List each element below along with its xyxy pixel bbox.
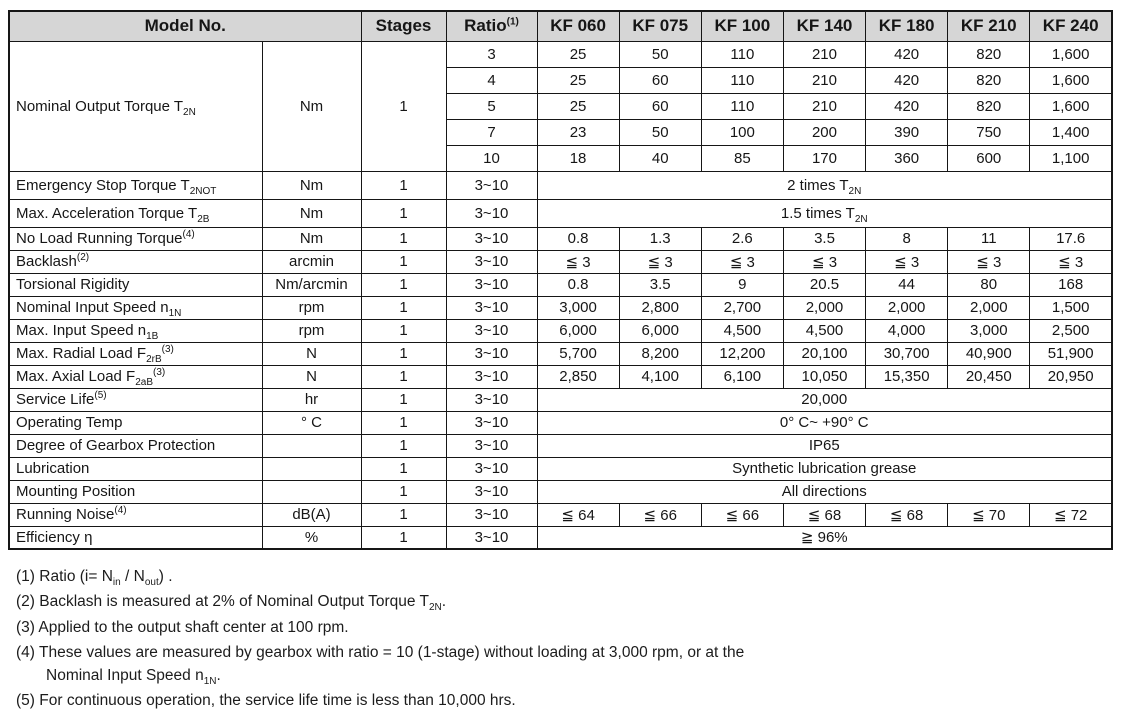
- value-cell: 110: [701, 67, 783, 93]
- value-cell: 3,000: [948, 319, 1030, 342]
- ratio-cell: 3~10: [446, 388, 537, 411]
- value-cell: 4,100: [619, 365, 701, 388]
- row-mounting-position: [9, 480, 1112, 503]
- ratio-cell: 3~10: [446, 273, 537, 296]
- ratio-cell: 3~10: [446, 480, 537, 503]
- label-text: Service Life: [16, 391, 95, 408]
- row-degree-of-gearbox-protection: [9, 434, 1112, 457]
- value-cell: 51,900: [1030, 342, 1112, 365]
- label-text: Max. Radial Load F: [16, 345, 147, 362]
- row-efficiency: [9, 526, 1112, 549]
- ratio-cell: 3~10: [446, 227, 537, 250]
- header-model-kf180: KF 180: [866, 11, 948, 41]
- header-model-kf210: KF 210: [948, 11, 1030, 41]
- value-cell: 60: [619, 67, 701, 93]
- unit-cell: hr: [262, 388, 361, 411]
- ratio-cell: 3~10: [446, 503, 537, 526]
- ratio-cell: 3~10: [446, 250, 537, 273]
- ratio-cell: 3~10: [446, 434, 537, 457]
- value-cell: 2,850: [537, 365, 619, 388]
- value-cell: 80: [948, 273, 1030, 296]
- footnote-number: (4): [16, 643, 35, 661]
- row-nominal-output-torque-ratio3: [9, 41, 1112, 67]
- row-backlash: [9, 250, 1112, 273]
- row-label: [9, 319, 262, 342]
- stages-cell: 1: [361, 296, 446, 319]
- span-value-text: IP65: [808, 437, 840, 454]
- footnote-text: Nominal Input Speed n: [46, 667, 204, 685]
- footnote-text: .: [441, 593, 447, 611]
- footnotes-section: [8, 569, 1113, 710]
- row-service-life: [9, 388, 1112, 411]
- footnote-3: [16, 620, 1113, 636]
- value-cell: 12,200: [701, 342, 783, 365]
- header-model-kf100: KF 100: [701, 11, 783, 41]
- footnote-subscript: 2N: [428, 602, 442, 614]
- span-value-cell: [537, 480, 1112, 503]
- table-header: [9, 11, 1112, 41]
- span-value-cell: [537, 526, 1112, 549]
- label-footref: (3): [161, 344, 174, 355]
- row-label: [9, 250, 262, 273]
- row-torsional-rigidity: [9, 273, 1112, 296]
- header-row: [9, 11, 1112, 41]
- value-cell: ≦ 3: [783, 250, 865, 273]
- footnote-5: [16, 693, 1113, 709]
- row-nominal-input-speed: [9, 296, 1112, 319]
- stages-cell: 1: [361, 411, 446, 434]
- header-model-kf140: KF 140: [783, 11, 865, 41]
- value-cell: 25: [537, 41, 619, 67]
- header-model-kf240: KF 240: [1030, 11, 1112, 41]
- value-cell: 2,700: [701, 296, 783, 319]
- label-subscript: 2B: [197, 213, 210, 225]
- value-cell: 420: [866, 93, 948, 119]
- value-cell: 820: [948, 41, 1030, 67]
- footnote-number: (5): [16, 692, 35, 710]
- value-cell: 420: [866, 67, 948, 93]
- value-cell: 44: [866, 273, 948, 296]
- unit-cell: Nm/arcmin: [262, 273, 361, 296]
- span-value-text: ≧ 96%: [800, 529, 848, 547]
- footnote-subscript: out: [144, 577, 159, 589]
- label-footref: (4): [182, 229, 195, 240]
- label-footref: (5): [94, 390, 107, 401]
- stages-cell: 1: [361, 457, 446, 480]
- value-cell: 210: [783, 93, 865, 119]
- label-text: Efficiency η: [16, 528, 93, 546]
- value-cell: ≦ 3: [701, 250, 783, 273]
- stages-cell: 1: [361, 171, 446, 199]
- row-max-radial-load: [9, 342, 1112, 365]
- value-cell: 210: [783, 41, 865, 67]
- footnote-number: (2): [16, 593, 35, 611]
- row-label: [9, 199, 262, 227]
- label-footref: (2): [76, 252, 90, 263]
- value-cell: ≦ 3: [866, 250, 948, 273]
- row-label: [9, 434, 262, 457]
- row-label: [9, 480, 262, 503]
- footnote-text: Backlash is measured at 2% of Nominal Output Torque T: [39, 593, 429, 611]
- span-value-text: 1.5 times T: [780, 204, 855, 222]
- footnote-text: For continuous operation, the service life time is less than 10,000 hrs.: [39, 692, 516, 710]
- unit-cell: [262, 457, 361, 480]
- stages-cell: 1: [361, 342, 446, 365]
- value-cell: ≦ 64: [537, 503, 619, 526]
- value-cell: 110: [701, 93, 783, 119]
- value-cell: 820: [948, 67, 1030, 93]
- stages-cell: 1: [361, 199, 446, 227]
- row-label: [9, 273, 262, 296]
- label-text: Emergency Stop Torque T: [16, 176, 190, 194]
- row-label: [9, 342, 262, 365]
- unit-cell: %: [262, 526, 361, 549]
- stages-cell: 1: [361, 227, 446, 250]
- label-text: Torsional Rigidity: [16, 276, 130, 293]
- value-cell: 1,600: [1030, 41, 1112, 67]
- footnote-text: .: [216, 667, 221, 685]
- footnote-1: [16, 568, 1113, 589]
- span-value-subscript: 2N: [848, 185, 862, 197]
- table-body: [9, 41, 1112, 549]
- ratio-cell: 3~10: [446, 319, 537, 342]
- row-label: [9, 388, 262, 411]
- value-cell: 4,500: [701, 319, 783, 342]
- stages-cell: 1: [361, 250, 446, 273]
- label-text: Lubrication: [16, 460, 90, 477]
- value-cell: 30,700: [866, 342, 948, 365]
- unit-cell: dB(A): [262, 503, 361, 526]
- row-label: [9, 227, 262, 250]
- ratio-cell: 3~10: [446, 526, 537, 549]
- value-cell: 0.8: [537, 227, 619, 250]
- value-cell: 8: [866, 227, 948, 250]
- label-subscript: 2rB: [146, 354, 162, 365]
- value-cell: 2,500: [1030, 319, 1112, 342]
- value-cell: 23: [537, 119, 619, 145]
- ratio-cell: 4: [446, 67, 537, 93]
- value-cell: 210: [783, 67, 865, 93]
- value-cell: 110: [701, 41, 783, 67]
- value-cell: 17.6: [1030, 227, 1112, 250]
- row-max-acceleration-torque: [9, 199, 1112, 227]
- value-cell: 1,600: [1030, 67, 1112, 93]
- header-stages: Stages: [361, 11, 446, 41]
- unit-cell: rpm: [262, 319, 361, 342]
- span-value-cell: [537, 411, 1112, 434]
- ratio-cell: 3: [446, 41, 537, 67]
- header-ratio-text: Ratio: [464, 16, 507, 36]
- label-footref: (3): [153, 367, 166, 378]
- value-cell: 4,000: [866, 319, 948, 342]
- row-label: [9, 365, 262, 388]
- row-emergency-stop-torque: [9, 171, 1112, 199]
- stages-cell: 1: [361, 319, 446, 342]
- value-cell: 60: [619, 93, 701, 119]
- row-label: [9, 411, 262, 434]
- row-label: [9, 296, 262, 319]
- value-cell: ≦ 66: [619, 503, 701, 526]
- value-cell: 8,200: [619, 342, 701, 365]
- footnote-subscript: in: [112, 577, 121, 589]
- span-value-cell: [537, 434, 1112, 457]
- ratio-cell: 3~10: [446, 457, 537, 480]
- stages-cell: 1: [361, 434, 446, 457]
- value-cell: 20,100: [783, 342, 865, 365]
- unit-cell: Nm: [262, 41, 361, 171]
- value-cell: 420: [866, 41, 948, 67]
- unit-cell: Nm: [262, 199, 361, 227]
- label-subscript: 2NOT: [189, 185, 217, 197]
- value-cell: 1,400: [1030, 119, 1112, 145]
- ratio-cell: 7: [446, 119, 537, 145]
- stages-cell: 1: [361, 41, 446, 171]
- header-ratio: [446, 11, 537, 41]
- value-cell: 15,350: [866, 365, 948, 388]
- value-cell: 50: [619, 41, 701, 67]
- label-subscript: 2N: [183, 106, 196, 118]
- footnote-number: (1): [16, 568, 35, 585]
- ratio-cell: 3~10: [446, 411, 537, 434]
- label-text: Operating Temp: [16, 414, 123, 431]
- footnote-2: [16, 593, 1113, 614]
- value-cell: 10,050: [783, 365, 865, 388]
- unit-cell: N: [262, 365, 361, 388]
- footnote-text: These values are measured by gearbox with ratio = 10 (1-stage) without loading at 3,000 rpm, or at the: [38, 643, 745, 661]
- value-cell: 750: [948, 119, 1030, 145]
- value-cell: 1,600: [1030, 93, 1112, 119]
- value-cell: 6,100: [701, 365, 783, 388]
- span-value-text: All directions: [781, 483, 867, 500]
- value-cell: 2,000: [783, 296, 865, 319]
- label-text: No Load Running Torque: [16, 230, 183, 247]
- span-value-cell: [537, 199, 1112, 227]
- span-value-cell: [537, 457, 1112, 480]
- row-running-noise: [9, 503, 1112, 526]
- value-cell: ≦ 70: [948, 503, 1030, 526]
- value-cell: ≦ 3: [1030, 250, 1112, 273]
- value-cell: 2,800: [619, 296, 701, 319]
- value-cell: ≦ 3: [537, 250, 619, 273]
- value-cell: 25: [537, 67, 619, 93]
- value-cell: 2.6: [701, 227, 783, 250]
- unit-cell: N: [262, 342, 361, 365]
- stages-cell: 1: [361, 503, 446, 526]
- ratio-cell: 10: [446, 145, 537, 171]
- value-cell: 50: [619, 119, 701, 145]
- value-cell: 1.3: [619, 227, 701, 250]
- row-label: [9, 457, 262, 480]
- value-cell: 2,000: [948, 296, 1030, 319]
- footnote-text: Ratio (i= N: [39, 568, 113, 585]
- ratio-cell: 5: [446, 93, 537, 119]
- value-cell: 20,450: [948, 365, 1030, 388]
- row-label-nominal-output-torque: [9, 41, 262, 171]
- span-value-text: 20,000: [801, 391, 848, 408]
- row-label: [9, 503, 262, 526]
- value-cell: 2,000: [866, 296, 948, 319]
- value-cell: ≦ 68: [783, 503, 865, 526]
- footnote-4: [16, 643, 1113, 688]
- row-operating-temp: [9, 411, 1112, 434]
- label-text: Nominal Input Speed n: [16, 299, 169, 316]
- value-cell: 4,500: [783, 319, 865, 342]
- ratio-cell: 3~10: [446, 365, 537, 388]
- header-model-kf075: KF 075: [619, 11, 701, 41]
- label-text: Max. Axial Load F: [16, 368, 136, 385]
- stages-cell: 1: [361, 273, 446, 296]
- label-subscript: 2aB: [135, 377, 154, 388]
- label-footref: (4): [114, 505, 127, 516]
- label-subscript: 1N: [168, 308, 182, 319]
- value-cell: ≦ 3: [948, 250, 1030, 273]
- value-cell: 40,900: [948, 342, 1030, 365]
- value-cell: 20.5: [783, 273, 865, 296]
- value-cell: ≦ 72: [1030, 503, 1112, 526]
- value-cell: 6,000: [619, 319, 701, 342]
- footnote-continued-line: [16, 667, 1113, 688]
- value-cell: 85: [701, 145, 783, 171]
- ratio-cell: 3~10: [446, 342, 537, 365]
- row-lubrication: [9, 457, 1112, 480]
- value-cell: 40: [619, 145, 701, 171]
- value-cell: 3.5: [619, 273, 701, 296]
- value-cell: 3,000: [537, 296, 619, 319]
- value-cell: 11: [948, 227, 1030, 250]
- value-cell: 820: [948, 93, 1030, 119]
- footnote-text: Applied to the output shaft center at 100 rpm.: [38, 618, 349, 636]
- value-cell: 0.8: [537, 273, 619, 296]
- unit-cell: arcmin: [262, 250, 361, 273]
- ratio-cell: 3~10: [446, 296, 537, 319]
- span-value-subscript: 2N: [854, 213, 868, 225]
- unit-cell: Nm: [262, 171, 361, 199]
- header-ratio-footref: (1): [506, 16, 519, 28]
- stages-cell: 1: [361, 365, 446, 388]
- gearbox-spec-table: [8, 10, 1113, 550]
- label-text: Nominal Output Torque T: [16, 97, 184, 115]
- unit-cell: ° C: [262, 411, 361, 434]
- footnote-subscript: 1N: [203, 676, 217, 688]
- value-cell: 1,500: [1030, 296, 1112, 319]
- unit-cell: [262, 434, 361, 457]
- footnote-number: (3): [16, 618, 35, 636]
- value-cell: ≦ 68: [866, 503, 948, 526]
- value-cell: 600: [948, 145, 1030, 171]
- span-value-text: 2 times T: [787, 176, 849, 194]
- label-text: Degree of Gearbox Protection: [16, 437, 216, 454]
- span-value-cell: [537, 388, 1112, 411]
- label-text: Max. Acceleration Torque T: [16, 204, 198, 222]
- row-max-input-speed: [9, 319, 1112, 342]
- span-value-cell: [537, 171, 1112, 199]
- footnote-text: ) .: [158, 568, 173, 585]
- value-cell: 3.5: [783, 227, 865, 250]
- stages-cell: 1: [361, 526, 446, 549]
- label-text: Max. Input Speed n: [16, 322, 147, 339]
- ratio-cell: 3~10: [446, 171, 537, 199]
- value-cell: 18: [537, 145, 619, 171]
- label-subscript: 1B: [146, 331, 159, 342]
- row-max-axial-load: [9, 365, 1112, 388]
- unit-cell: rpm: [262, 296, 361, 319]
- value-cell: 5,700: [537, 342, 619, 365]
- unit-cell: [262, 480, 361, 503]
- value-cell: ≦ 3: [619, 250, 701, 273]
- stages-cell: 1: [361, 480, 446, 503]
- label-text: Backlash: [16, 253, 77, 270]
- value-cell: 170: [783, 145, 865, 171]
- row-no-load-running-torque: [9, 227, 1112, 250]
- unit-cell: Nm: [262, 227, 361, 250]
- ratio-cell: 3~10: [446, 199, 537, 227]
- value-cell: 9: [701, 273, 783, 296]
- value-cell: 1,100: [1030, 145, 1112, 171]
- value-cell: ≦ 66: [701, 503, 783, 526]
- header-model-kf060: KF 060: [537, 11, 619, 41]
- label-text: Mounting Position: [16, 483, 136, 500]
- header-model-no: Model No.: [9, 11, 361, 41]
- value-cell: 200: [783, 119, 865, 145]
- value-cell: 360: [866, 145, 948, 171]
- row-label: [9, 526, 262, 549]
- label-text: Running Noise: [16, 506, 115, 523]
- value-cell: 390: [866, 119, 948, 145]
- row-label: [9, 171, 262, 199]
- value-cell: 168: [1030, 273, 1112, 296]
- stages-cell: 1: [361, 388, 446, 411]
- value-cell: 25: [537, 93, 619, 119]
- span-value-text: Synthetic lubrication grease: [732, 460, 917, 477]
- span-value-text: 0° C~ +90° C: [779, 414, 869, 431]
- footnote-text: / N: [120, 568, 145, 585]
- value-cell: 6,000: [537, 319, 619, 342]
- value-cell: 100: [701, 119, 783, 145]
- value-cell: 20,950: [1030, 365, 1112, 388]
